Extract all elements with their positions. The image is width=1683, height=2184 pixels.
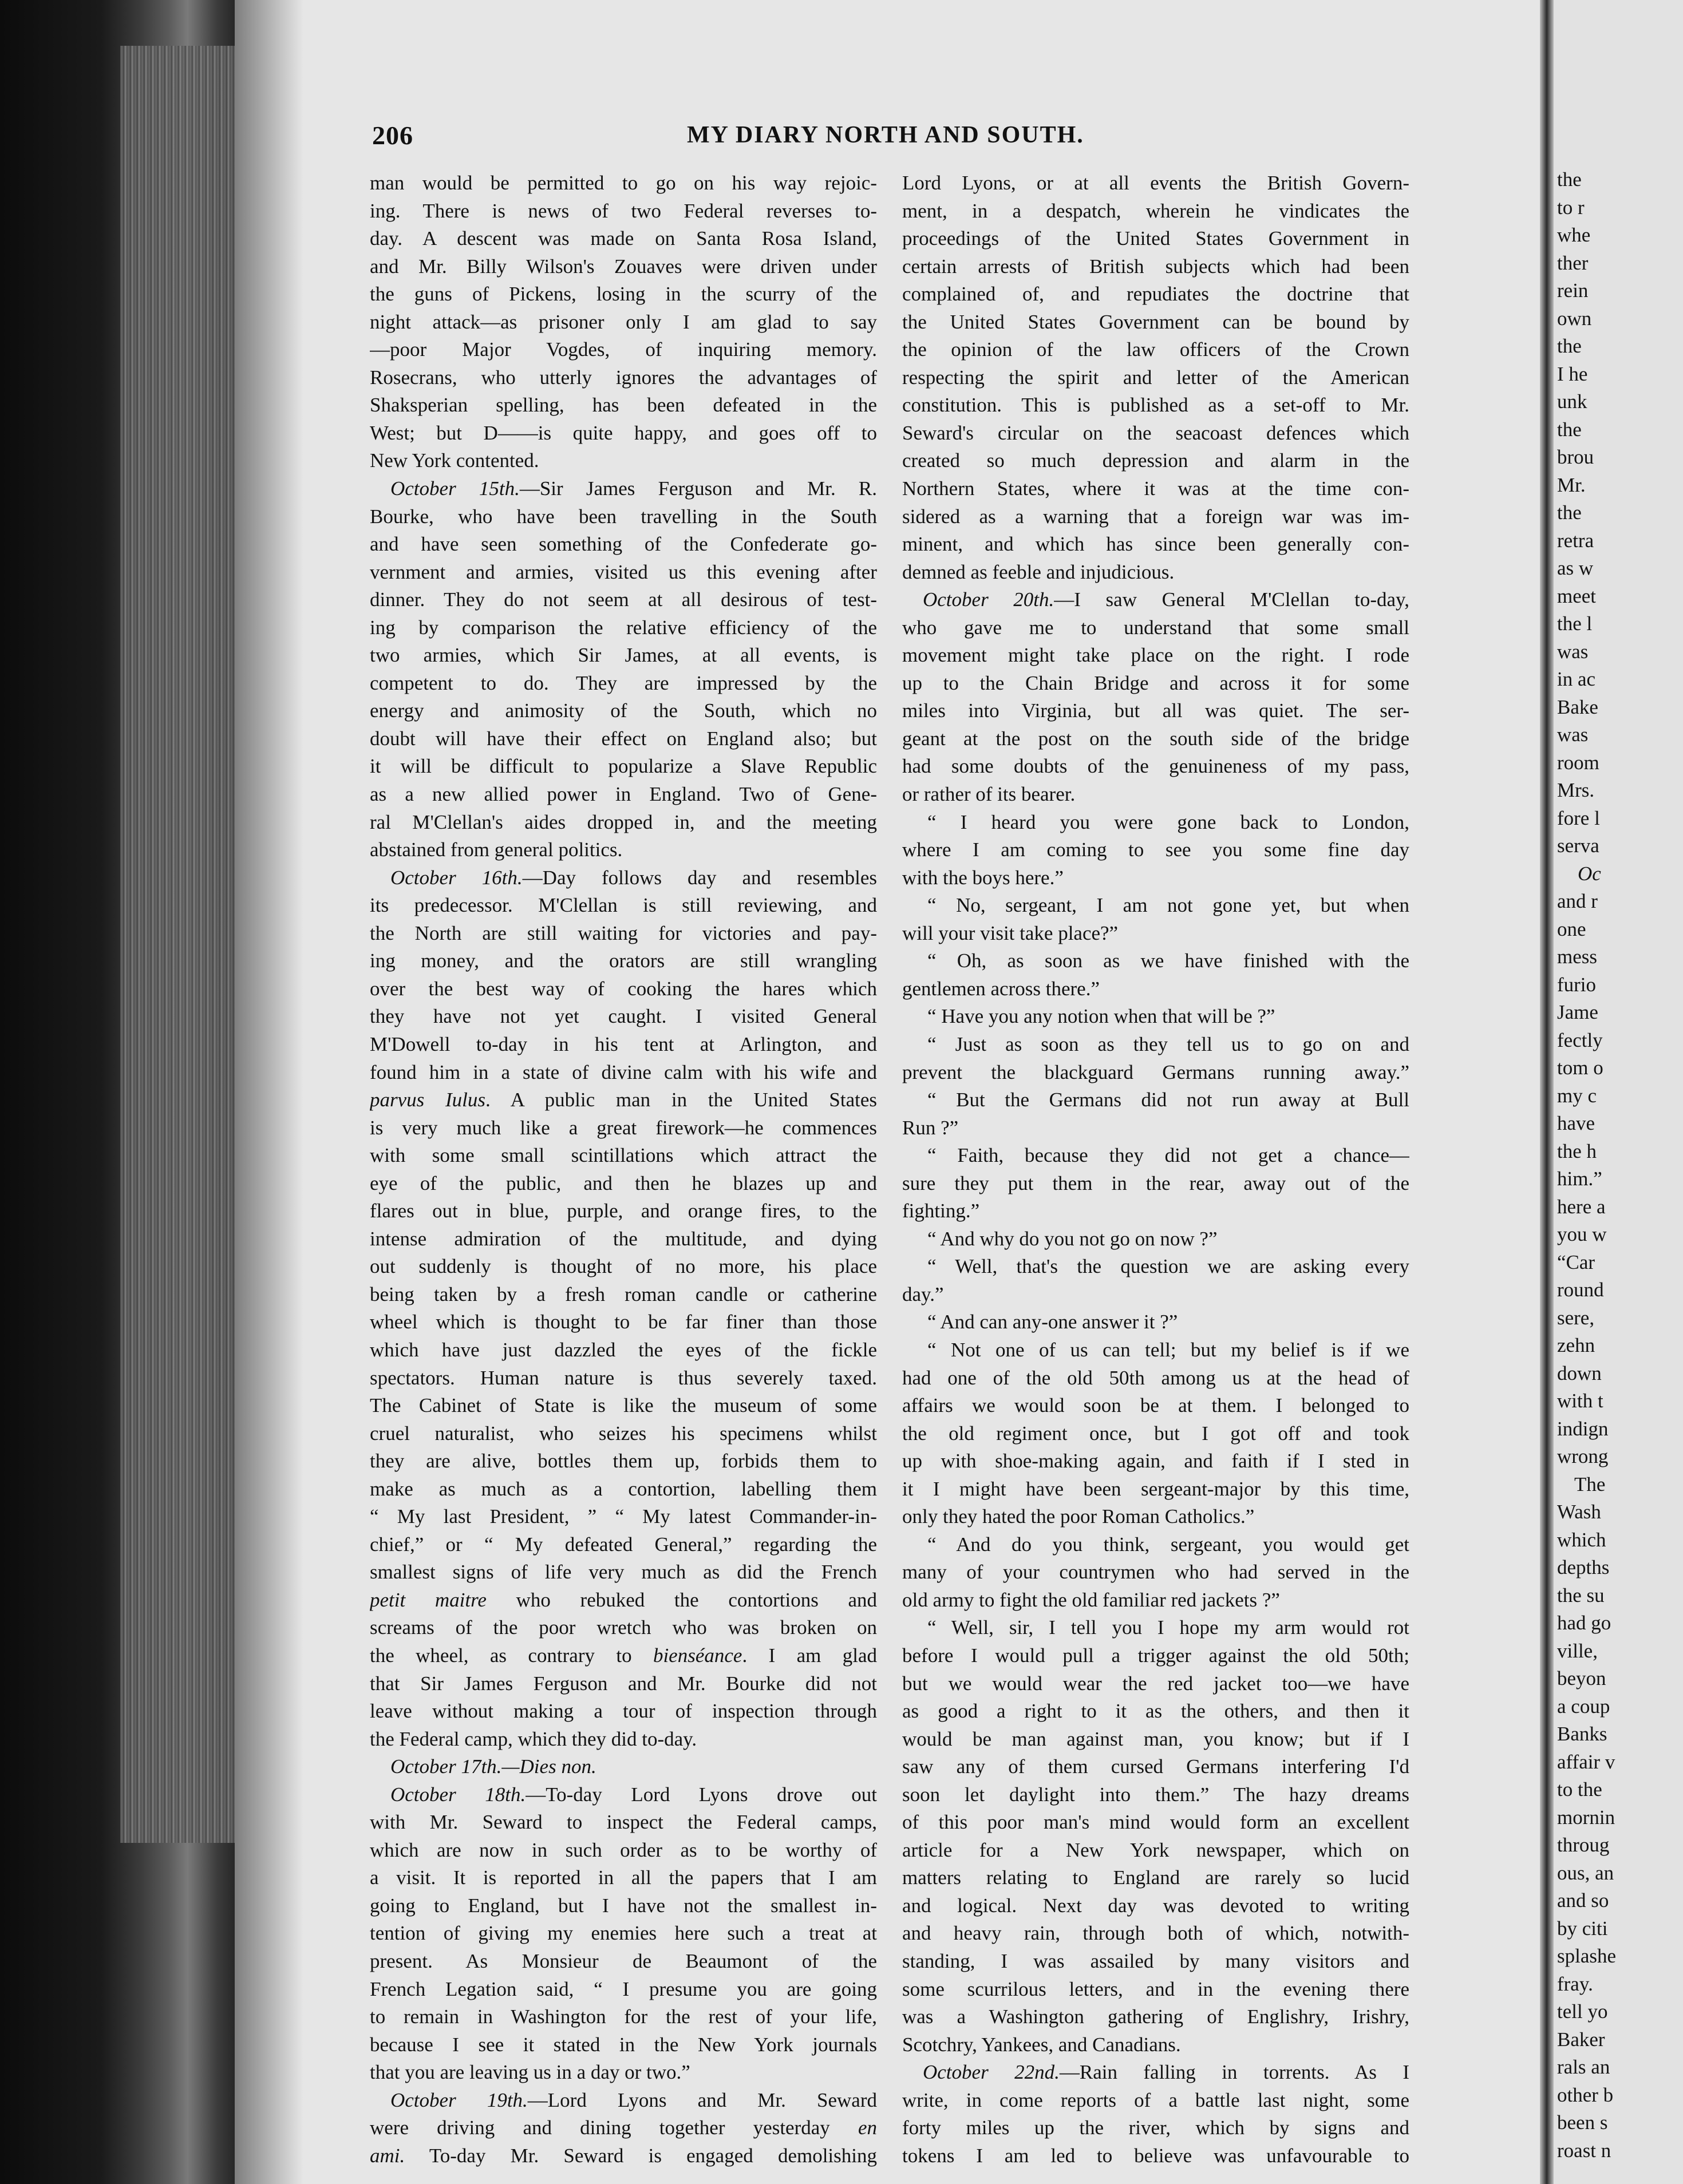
- text-line: its predecessor. M'Clellan is still reviewing, and: [370, 894, 877, 917]
- text-line: saw any of them cursed Germans interfering I'd: [902, 1755, 1409, 1778]
- text-line: spectators. Human nature is thus severely taxed.: [370, 1366, 877, 1389]
- adjacent-text-fragment: fectly: [1557, 1028, 1603, 1051]
- text-line: wheel which is thought to be far finer than those: [370, 1311, 877, 1334]
- text-line: Shaksperian spelling, has been defeated in the: [370, 394, 877, 417]
- adjacent-text-fragment: affair v: [1557, 1750, 1615, 1773]
- book-gutter: [1540, 0, 1554, 2184]
- text-line: make as much as a contortion, labelling them: [370, 1477, 877, 1500]
- adjacent-text-fragment: and r: [1557, 890, 1598, 912]
- text-line: —poor Major Vogdes, of inquiring memory.: [370, 338, 877, 361]
- adjacent-text-fragment: Mrs.: [1557, 779, 1595, 801]
- adjacent-text-fragment: indign: [1557, 1417, 1609, 1440]
- adjacent-text-fragment: meet: [1557, 584, 1597, 607]
- text-line: man would be permitted to go on his way rejoic-: [370, 172, 877, 194]
- text-line: gentlemen across there.”: [902, 977, 1100, 1000]
- text-line: and heavy rain, through both of which, notwith-: [902, 1922, 1409, 1945]
- adjacent-text-fragment: mornin: [1557, 1806, 1615, 1829]
- text-line: “ And do you think, sergeant, you would get: [927, 1533, 1409, 1556]
- text-line: ing money, and the orators are still wrangling: [370, 949, 877, 972]
- text-line: it will be difficult to popularize a Slave Republic: [370, 755, 877, 778]
- adjacent-text-fragment: to the: [1557, 1778, 1602, 1801]
- text-line: ing. There is news of two Federal reverses to-: [370, 199, 877, 222]
- text-line: is very much like a great firework—he commences: [370, 1116, 877, 1139]
- text-line: “ Have you any notion when that will be ?”: [927, 1005, 1275, 1028]
- text-line: Scotchry, Yankees, and Canadians.: [902, 2033, 1181, 2056]
- adjacent-text-fragment: the h: [1557, 1140, 1597, 1162]
- text-line: ral M'Clellan's aides dropped in, and the meeting: [370, 810, 877, 833]
- text-line: French Legation said, “ I presume you are going: [370, 1977, 877, 2000]
- text-line: were driving and dining together yesterday en: [370, 2116, 877, 2139]
- text-line: The Cabinet of State is like the museum of some: [370, 1394, 877, 1417]
- text-line: the wheel, as contrary to bienséance. I am glad: [370, 1644, 877, 1667]
- text-line: chief,” or “ My defeated General,” regarding the: [370, 1533, 877, 1556]
- text-line: October 15th.—Sir James Ferguson and Mr. R.: [390, 477, 877, 500]
- text-line: “ Faith, because they did not get a chance—: [927, 1144, 1409, 1167]
- text-line: “ No, sergeant, I am not gone yet, but when: [927, 894, 1409, 917]
- text-line: October 16th.—Day follows day and resembles: [390, 866, 877, 889]
- adjacent-text-fragment: and so: [1557, 1889, 1609, 1912]
- adjacent-text-fragment: to r: [1557, 196, 1585, 219]
- text-line: complained of, and repudiates the doctrine that: [902, 283, 1409, 306]
- page-shadow: [235, 0, 303, 2184]
- text-line: will your visit take place?”: [902, 921, 1119, 944]
- adjacent-text-fragment: the: [1557, 168, 1582, 191]
- text-line: “ Oh, as soon as we have finished with the: [927, 949, 1409, 972]
- adjacent-text-fragment: him.”: [1557, 1168, 1602, 1190]
- text-line: day.”: [902, 1283, 944, 1305]
- adjacent-text-fragment: wrong: [1557, 1445, 1609, 1467]
- adjacent-text-fragment: splashe: [1557, 1945, 1617, 1967]
- adjacent-text-fragment: you w: [1557, 1223, 1607, 1245]
- text-line: sure they put them in the rear, away out of the: [902, 1172, 1409, 1194]
- text-line: constitution. This is published as a set-off to Mr.: [902, 394, 1409, 417]
- text-line: October 20th.—I saw General M'Clellan to-day,: [923, 588, 1409, 611]
- text-line: soon let daylight into them.” The hazy dreams: [902, 1783, 1409, 1806]
- text-line: and have seen something of the Confederate go-: [370, 533, 877, 556]
- text-line: intense admiration of the multitude, and dying: [370, 1227, 877, 1250]
- adjacent-text-fragment: the: [1557, 501, 1582, 524]
- text-line: cruel naturalist, who seizes his specimens whilst: [370, 1422, 877, 1445]
- adjacent-text-fragment: unk: [1557, 390, 1587, 413]
- text-line: New York contented.: [370, 449, 539, 472]
- adjacent-text-fragment: sere,: [1557, 1306, 1595, 1329]
- adjacent-text-fragment: which: [1557, 1528, 1606, 1551]
- text-line: over the best way of cooking the hares which: [370, 977, 877, 1000]
- adjacent-text-fragment: throug: [1557, 1834, 1610, 1856]
- adjacent-text-fragment: was: [1557, 723, 1589, 746]
- adjacent-text-fragment: whe: [1557, 224, 1591, 246]
- text-line: created so much depression and alarm in the: [902, 449, 1409, 472]
- text-line: old army to fight the old familiar red jackets ?”: [902, 1588, 1280, 1611]
- right-text-column: [902, 169, 1409, 2170]
- text-line: competent to do. They are impressed by the: [370, 671, 877, 694]
- adjacent-text-fragment: Jame: [1557, 1001, 1598, 1023]
- text-line: ing by comparison the relative efficiency of the: [370, 616, 877, 639]
- adjacent-text-fragment: ville,: [1557, 1639, 1598, 1662]
- text-line: “ My last President, ” “ My latest Commander-in-: [370, 1505, 877, 1528]
- text-line: who gave me to understand that some small: [902, 616, 1409, 639]
- text-line: going to England, but I have not the smallest in-: [370, 1894, 877, 1917]
- adjacent-text-fragment: rals an: [1557, 2056, 1610, 2078]
- text-line: Northern States, where it was at the time con-: [902, 477, 1409, 500]
- text-line: ami. To-day Mr. Seward is engaged demolishing: [370, 2144, 877, 2167]
- text-line: of this poor man's mind would form an excellent: [902, 1811, 1409, 1834]
- text-line: they have not yet caught. I visited General: [370, 1005, 877, 1028]
- text-line: but we would wear the red jacket too—we have: [902, 1672, 1409, 1695]
- adjacent-text-fragment: down: [1557, 1362, 1602, 1384]
- text-line: write, in come reports of a battle last night, some: [902, 2088, 1409, 2111]
- text-line: movement might take place on the right. I rode: [902, 644, 1409, 667]
- text-line: with Mr. Seward to inspect the Federal camps,: [370, 1811, 877, 1834]
- adjacent-text-fragment: mess: [1557, 945, 1597, 968]
- adjacent-text-fragment: tell yo: [1557, 2000, 1608, 2023]
- adjacent-text-fragment: Wash: [1557, 1501, 1601, 1523]
- text-line: with some small scintillations which attract the: [370, 1144, 877, 1167]
- text-line: the opinion of the law officers of the Crown: [902, 338, 1409, 361]
- text-line: up to the Chain Bridge and across it for some: [902, 671, 1409, 694]
- adjacent-page-text: [1557, 166, 1683, 2165]
- adjacent-text-fragment: room: [1557, 751, 1599, 774]
- text-line: out suddenly is thought of no more, his place: [370, 1255, 877, 1278]
- text-line: day. A descent was made on Santa Rosa Island,: [370, 227, 877, 250]
- adjacent-text-fragment: round: [1557, 1279, 1604, 1301]
- text-line: ment, in a despatch, wherein he vindicates the: [902, 199, 1409, 222]
- left-text-column: [370, 169, 877, 2170]
- adjacent-text-fragment: Mr.: [1557, 473, 1586, 496]
- text-line: because I see it stated in the New York journals: [370, 2033, 877, 2056]
- text-line: “ And why do you not go on now ?”: [927, 1227, 1218, 1250]
- adjacent-text-fragment: one: [1557, 917, 1586, 940]
- adjacent-text-fragment: the l: [1557, 612, 1593, 635]
- text-line: it I might have been sergeant-major by this time,: [902, 1477, 1409, 1500]
- text-line: dinner. They do not seem at all desirous of test-: [370, 588, 877, 611]
- adjacent-text-fragment: my c: [1557, 1084, 1597, 1107]
- text-line: flares out in blue, purple, and orange fires, to the: [370, 1200, 877, 1222]
- text-line: the Federal camp, which they did to-day.: [370, 1727, 697, 1750]
- text-line: October 22nd.—Rain falling in torrents. As I: [923, 2061, 1409, 2084]
- adjacent-text-fragment: as w: [1557, 557, 1594, 579]
- adjacent-text-fragment: serva: [1557, 834, 1599, 857]
- text-line: that you are leaving us in a day or two.”: [370, 2061, 690, 2084]
- text-line: screams of the poor wretch who was broken on: [370, 1616, 877, 1639]
- text-line: certain arrests of British subjects which had been: [902, 255, 1409, 278]
- text-line: geant at the post on the south side of the bridge: [902, 727, 1409, 750]
- text-line: and logical. Next day was devoted to writing: [902, 1894, 1409, 1917]
- text-line: and Mr. Billy Wilson's Zouaves were driven under: [370, 255, 877, 278]
- text-line: October 17th.—Dies non.: [390, 1755, 596, 1778]
- text-line: as good a right to it as the others, and then it: [902, 1700, 1409, 1723]
- adjacent-text-fragment: retra: [1557, 529, 1594, 552]
- adjacent-text-fragment: Oc: [1578, 862, 1601, 885]
- adjacent-text-fragment: fray.: [1557, 1972, 1593, 1995]
- adjacent-text-fragment: a coup: [1557, 1695, 1610, 1718]
- text-line: respecting the spirit and letter of the American: [902, 366, 1409, 389]
- text-line: “ And can any-one answer it ?”: [927, 1311, 1178, 1334]
- text-line: the old regiment once, but I got off and took: [902, 1422, 1409, 1445]
- text-line: had one of the old 50th among us at the head of: [902, 1366, 1409, 1389]
- text-line: “ Not one of us can tell; but my belief is if we: [927, 1338, 1409, 1361]
- text-line: standing, I was assailed by many visitors and: [902, 1950, 1409, 1972]
- text-line: had some doubts of the genuineness of my pass,: [902, 755, 1409, 778]
- text-line: that Sir James Ferguson and Mr. Bourke did not: [370, 1672, 877, 1695]
- text-line: a visit. It is reported in all the papers that I am: [370, 1866, 877, 1889]
- text-line: before I would pull a trigger against the old 50th;: [902, 1644, 1409, 1667]
- text-line: which have just dazzled the eyes of the fickle: [370, 1338, 877, 1361]
- text-line: Bourke, who have been travelling in the South: [370, 505, 877, 528]
- adjacent-text-fragment: in ac: [1557, 668, 1596, 690]
- text-line: West; but D——is quite happy, and goes off to: [370, 421, 877, 444]
- text-line: some scurrilous letters, and in the evening there: [902, 1977, 1409, 2000]
- text-line: smallest signs of life very much as did the French: [370, 1561, 877, 1584]
- text-line: would be man against man, you know; but if I: [902, 1727, 1409, 1750]
- text-line: energy and animosity of the South, which no: [370, 699, 877, 722]
- text-line: was a Washington gathering of Englishry, Irishry,: [902, 2005, 1409, 2028]
- adjacent-text-fragment: Banks: [1557, 1723, 1607, 1745]
- text-line: doubt will have their effect on England also; but: [370, 727, 877, 750]
- text-line: only they hated the poor Roman Catholics.”: [902, 1505, 1255, 1528]
- adjacent-text-fragment: zehn: [1557, 1334, 1595, 1356]
- adjacent-text-fragment: other b: [1557, 2083, 1614, 2106]
- text-line: fighting.”: [902, 1200, 980, 1222]
- text-line: October 18th.—To-day Lord Lyons drove out: [390, 1783, 877, 1806]
- text-line: eye of the public, and then he blazes up and: [370, 1172, 877, 1194]
- adjacent-text-fragment: with t: [1557, 1390, 1603, 1412]
- adjacent-text-fragment: beyon: [1557, 1667, 1606, 1690]
- text-line: night attack—as prisoner only I am glad to say: [370, 310, 877, 333]
- adjacent-text-fragment: fore l: [1557, 806, 1600, 829]
- text-line: which are now in such order as to be worthy of: [370, 1838, 877, 1861]
- text-line: the North are still waiting for victories and pay-: [370, 921, 877, 944]
- adjacent-text-fragment: roast n: [1557, 2139, 1611, 2162]
- adjacent-text-fragment: The: [1574, 1473, 1606, 1495]
- adjacent-text-fragment: was: [1557, 640, 1589, 663]
- text-line: “ Well, sir, I tell you I hope my arm would rot: [927, 1616, 1409, 1639]
- adjacent-text-fragment: here a: [1557, 1195, 1606, 1218]
- book-spine: [0, 0, 240, 2184]
- text-line: “ I heard you were gone back to London,: [927, 810, 1409, 833]
- adjacent-text-fragment: “Car: [1557, 1251, 1595, 1273]
- text-line: affairs we would soon be at them. I belonged to: [902, 1394, 1409, 1417]
- text-line: M'Dowell to-day in his tent at Arlington, and: [370, 1032, 877, 1055]
- adjacent-text-fragment: been s: [1557, 2111, 1608, 2134]
- adjacent-text-fragment: the su: [1557, 1584, 1605, 1607]
- text-line: the United States Government can be bound by: [902, 310, 1409, 333]
- adjacent-text-fragment: I he: [1557, 362, 1588, 385]
- text-line: abstained from general politics.: [370, 838, 623, 861]
- adjacent-text-fragment: furio: [1557, 973, 1597, 996]
- text-line: many of your countrymen who had served in the: [902, 1561, 1409, 1584]
- text-line: October 19th.—Lord Lyons and Mr. Seward: [390, 2088, 877, 2111]
- text-line: “ Just as soon as they tell us to go on and: [927, 1032, 1409, 1055]
- adjacent-text-fragment: ous, an: [1557, 1861, 1614, 1884]
- text-line: with the boys here.”: [902, 866, 1064, 889]
- adjacent-text-fragment: Baker: [1557, 2028, 1605, 2051]
- adjacent-text-fragment: brou: [1557, 446, 1594, 468]
- adjacent-text-fragment: the: [1557, 335, 1582, 357]
- text-line: Seward's circular on the seacoast defences which: [902, 421, 1409, 444]
- adjacent-text-fragment: Bake: [1557, 695, 1598, 718]
- text-line: up with shoe-making again, and faith if I sted in: [902, 1450, 1409, 1473]
- text-line: to remain in Washington for the rest of your life,: [370, 2005, 877, 2028]
- adjacent-text-fragment: by citi: [1557, 1917, 1608, 1940]
- running-head: MY DIARY NORTH AND SOUTH.: [687, 122, 1084, 148]
- text-line: the guns of Pickens, losing in the scurry of the: [370, 283, 877, 306]
- text-line: minent, and which has since been generally con-: [902, 533, 1409, 556]
- text-line: demned as feeble and injudicious.: [902, 560, 1175, 583]
- page-number: 206: [372, 121, 413, 150]
- text-line: found him in a state of divine calm with his wife and: [370, 1061, 877, 1083]
- text-line: as a new allied power in England. Two of Gene-: [370, 783, 877, 806]
- text-line: two armies, which Sir James, at all events, is: [370, 644, 877, 667]
- adjacent-page: [1554, 0, 1683, 2184]
- text-line: matters relating to England are rarely so lucid: [902, 1866, 1409, 1889]
- text-line: vernment and armies, visited us this evening after: [370, 560, 877, 583]
- text-line: present. As Monsieur de Beaumont of the: [370, 1950, 877, 1972]
- adjacent-text-fragment: rein: [1557, 279, 1589, 302]
- text-line: Lord Lyons, or at all events the British Govern-: [902, 172, 1409, 194]
- text-line: “ Well, that's the question we are asking every: [927, 1255, 1409, 1278]
- text-line: forty miles up the river, which by signs and: [902, 2116, 1409, 2139]
- adjacent-text-fragment: have: [1557, 1112, 1595, 1134]
- adjacent-text-fragment: tom o: [1557, 1057, 1603, 1079]
- text-line: article for a New York newspaper, which on: [902, 1838, 1409, 1861]
- text-line: proceedings of the United States Government in: [902, 227, 1409, 250]
- text-line: tokens I am led to believe was unfavourable to: [902, 2144, 1409, 2167]
- text-line: they are alive, bottles them up, forbids them to: [370, 1450, 877, 1473]
- adjacent-text-fragment: ther: [1557, 251, 1589, 274]
- adjacent-text-fragment: depths: [1557, 1556, 1610, 1578]
- text-line: miles into Virginia, but all was quiet. The ser-: [902, 699, 1409, 722]
- adjacent-text-fragment: had go: [1557, 1612, 1611, 1634]
- text-line: leave without making a tour of inspection through: [370, 1700, 877, 1723]
- text-line: tention of giving my enemies here such a treat at: [370, 1922, 877, 1945]
- text-line: where I am coming to see you some fine day: [902, 838, 1409, 861]
- text-line: prevent the blackguard Germans running away.”: [902, 1061, 1409, 1083]
- adjacent-text-fragment: the: [1557, 418, 1582, 441]
- text-line: being taken by a fresh roman candle or catherine: [370, 1283, 877, 1305]
- text-line: petit maitre who rebuked the contortions and: [370, 1588, 877, 1611]
- text-line: Run ?”: [902, 1116, 959, 1139]
- text-line: Rosecrans, who utterly ignores the advantages of: [370, 366, 877, 389]
- text-line: sidered as a warning that a foreign war was im-: [902, 505, 1409, 528]
- text-line: or rather of its bearer.: [902, 783, 1076, 806]
- text-line: parvus Iulus. A public man in the United States: [370, 1089, 877, 1111]
- adjacent-text-fragment: own: [1557, 307, 1592, 330]
- page-edges: [120, 46, 240, 1843]
- text-line: “ But the Germans did not run away at Bull: [927, 1089, 1409, 1111]
